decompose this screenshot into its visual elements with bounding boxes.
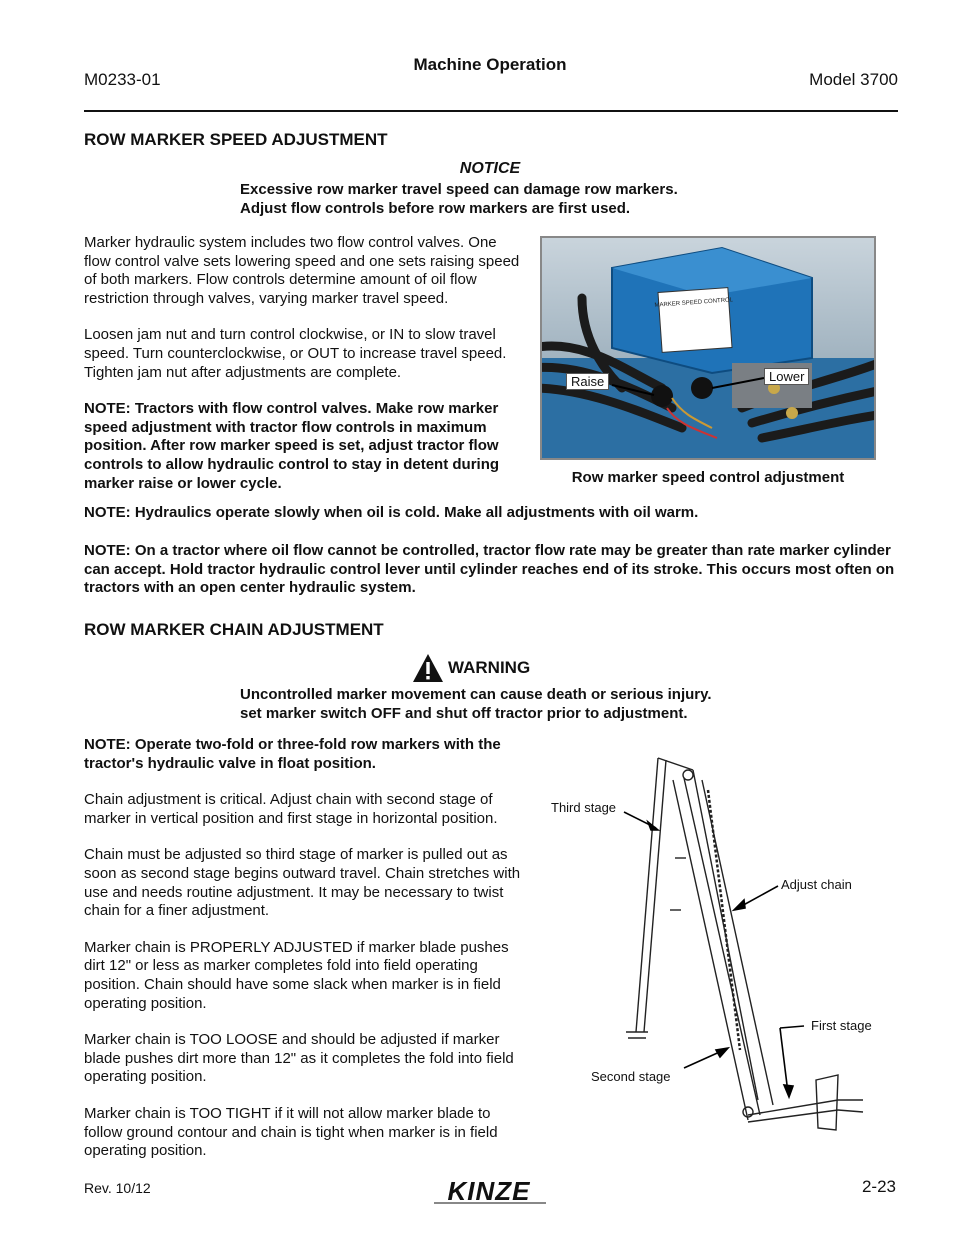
page-number: 2-23 <box>861 1177 896 1196</box>
warning-title-row <box>412 653 530 683</box>
label-adjust-chain: Adjust chain <box>781 877 852 892</box>
speed-note-1: NOTE: Tractors with flow control valves. Make row marker speed adjustment with tractor flow controls in maximum position. After row marker speed is set, adjust tractor flow controls to allow hydraulic control to stay in detent during marker raise or lower cycle. <box>84 400 500 492</box>
kinze-logo <box>430 1176 550 1206</box>
speed-control-photo <box>540 236 876 460</box>
notice-title: NOTICE <box>459 160 521 177</box>
chain-paragraph-1: Chain adjustment is critical. Adjust chain with second stage of marker in vertical position and first stage in horizontal position. <box>84 791 498 827</box>
revision-date: Rev. 10/12 <box>84 1180 151 1196</box>
warning-line-1: Uncontrolled marker movement can cause death or serious injury. <box>240 686 712 703</box>
chain-text-column <box>84 736 524 1161</box>
label-first-stage: First stage <box>811 1018 872 1033</box>
photo-box-text: MARKER SPEED CONTROL <box>654 297 734 309</box>
marker-chain-diagram <box>548 750 888 1140</box>
warning-body <box>240 686 820 723</box>
notice-line-2: Adjust flow controls before row markers are first used. <box>240 200 631 217</box>
chain-paragraph-5: Marker chain is TOO TIGHT if it will not allow marker blade to follow ground contour and chain is tight when marker is in field operating position. <box>84 1104 498 1160</box>
speed-heading: ROW MARKER SPEED ADJUSTMENT <box>84 130 388 149</box>
section-title: Machine Operation <box>413 55 567 74</box>
warning-icon <box>412 653 444 683</box>
logo-text: KINZE <box>447 1176 531 1206</box>
speed-note-2: NOTE: Hydraulics operate slowly when oil is cold. Make all adjustments with oil warm. <box>84 504 699 521</box>
photo-caption: Row marker speed control adjustment <box>571 469 845 486</box>
speed-note-3: NOTE: On a tractor where oil flow cannot be controlled, tractor flow rate may be greater than rate marker cylinder can accept. Hold tractor hydraulic control lever until cylinder reaches end of its stroke. This occurs most often on tractors with an open center hydraulic system. <box>84 542 895 597</box>
warning-title: WARNING <box>448 658 531 677</box>
label-second-stage: Second stage <box>591 1069 671 1084</box>
header-rule <box>84 110 898 112</box>
label-third-stage: Third stage <box>551 800 617 815</box>
notice-line-1: Excessive row marker travel speed can damage row markers. <box>240 181 678 198</box>
photo-label-raise: Raise <box>566 373 609 390</box>
speed-text-column <box>84 234 524 493</box>
photo-illustration <box>542 238 876 460</box>
chain-paragraph-2: Chain must be adjusted so third stage of marker is pulled out as soon as second stage begins outward travel. Chain stretches with use and needs routine adjustment. It may be necessary to twist chain for a finer adjustment. <box>84 846 521 920</box>
chain-paragraph-4: Marker chain is TOO LOOSE and should be adjusted if marker blade pushes dirt more than 12" as it completes the fold into field operating position. <box>84 1031 514 1086</box>
chain-heading: ROW MARKER CHAIN ADJUSTMENT <box>84 620 384 639</box>
speed-paragraph-2: Loosen jam nut and turn control clockwise, or IN to slow travel speed. Turn counterclockwise, or OUT to increase travel speed. Tighten jam nut after adjustments are complete. <box>84 326 507 381</box>
photo-label-lower: Lower <box>764 368 809 385</box>
chain-paragraph-3: Marker chain is PROPERLY ADJUSTED if marker blade pushes dirt 12" or less as marker completes fold into field operating position. Chain should have some slack when marker is in field operating position. <box>84 938 509 1012</box>
chain-note: NOTE: Operate two-fold or three-fold row markers with the tractor's hydraulic valve in float position. <box>84 736 501 772</box>
speed-paragraph-1: Marker hydraulic system includes two flow control valves. One flow control valve sets lowering speed and one sets raising speed of both markers. Flow controls determine amount of oil flow restriction through valves, varying marker travel speed. <box>84 234 520 307</box>
model-name: Model 3700 <box>809 70 898 89</box>
logo-graphic <box>430 1176 550 1206</box>
document-number: M0233-01 <box>84 70 161 89</box>
warning-line-2: set marker switch OFF and shut off tractor prior to adjustment. <box>240 704 688 722</box>
notice-body <box>240 180 800 218</box>
